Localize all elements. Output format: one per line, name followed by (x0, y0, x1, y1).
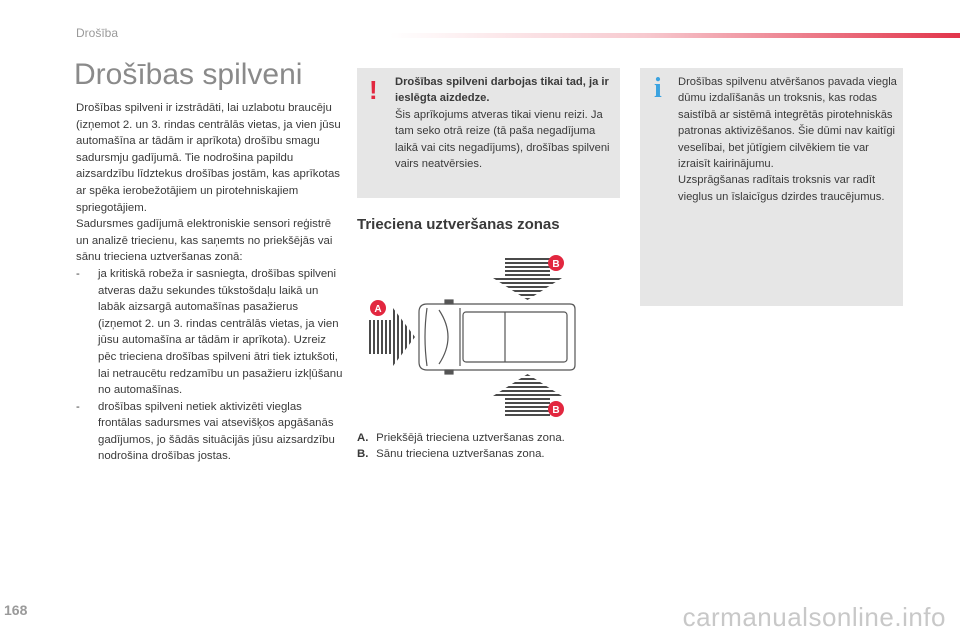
legend-item (357, 430, 565, 446)
warning-body-text: Šis aprīkojums atveras tikai vienu reizi. Ja tam seko otrā reize (tā paša negadījuma laikā vai cits negadījums), drošības spilveni vairs neatvērsies. (395, 108, 610, 171)
legend-key: A. (357, 432, 369, 444)
intro-paragraph-1: Drošības spilveni ir izstrādāti, lai uzlabotu braucēju (izņemot 2. un 3. rindas centrālās vietas, ja vien jūsu automašīna ar tādām ir aprīkota) drošību smagu sadursmju gadījumā. Tie nodrošina papildu aizsardzību līdztekus drošības jostām, kas aprīkotas ar spēka ierobežotājiem un pirotehniskajiem spriegotājiem. (76, 102, 341, 214)
zone-b-badge-bottom (548, 401, 564, 417)
info-icon: i (654, 73, 662, 104)
zone-b-label-bottom: B (552, 405, 560, 416)
warning-bold-text: Drošības spilveni darbojas tikai tad, ja ir ieslēgta aizdedze. (395, 76, 609, 105)
impact-zones-legend (357, 430, 565, 463)
legend-key: B. (357, 448, 369, 461)
impact-zones-diagram (365, 250, 585, 430)
info-text-1: Drošības spilvenu atvēršanos pavada viegla dūmu izdalīšanās un troksnis, kas rodas saistībā ar sistēmā integrētās pirotehniskās patronas aktivizēšanos. Šie dūmi nav kaitīgi veselībai, bet jūtīgiem cilvēkiem tie var izraisīt kairinājumu. (678, 76, 897, 171)
legend-text: Priekšējā trieciena uztveršanas zona. (376, 432, 565, 444)
header-section-title: Drošība (76, 26, 119, 40)
list-dash: - (76, 400, 80, 413)
info-box (640, 68, 903, 306)
watermark: carmanualsonline.info (682, 602, 946, 632)
list-item-text: drošības spilveni netiek aktivizēti vieglas frontālas sadursmes vai atsevišķos apgāšanās gadījumos, jo šādās situācijās jūsu aizsardzību nodrošina drošības jostas. (98, 400, 335, 463)
intro-paragraph-2: Sadursmes gadījumā elektroniskie sensori reģistrē un analizē triecienu, kas saņemts no priekšējās vai sānu trieciena uztveršanas zonā: (76, 218, 333, 264)
warning-box (357, 68, 620, 198)
warning-icon: ! (369, 75, 378, 105)
list-dash: - (76, 267, 80, 280)
info-text (678, 74, 900, 205)
info-text-2: Uzsprāgšanas radītais troksnis var radīt vieglus un īslaicīgus dzirdes traucējumus. (678, 174, 885, 203)
list-item-text: ja kritiskā robeža ir sasniegta, drošības spilveni atveras dažu sekundes tūkstošdaļu laikā un labāk aizsargā automašīnas pasažierus (izņemot 2. un 3. rindas centrālās vietas, ja vien jūsu automašīna ar tādām ir aprīkota). Uzreiz pēc trieciena drošības spilveni ātri tiek iztukšoti, lai netraucētu redzamību un pasažieru izkļūšanu no automašīnas. (98, 267, 343, 397)
vehicle-top-view (419, 300, 575, 374)
zone-b-badge-top (548, 255, 564, 271)
zone-a-badge (370, 300, 386, 316)
intro-list-item (76, 399, 344, 465)
front-impact-arrow (369, 308, 415, 366)
legend-text: Sānu trieciena uztveršanas zona. (376, 448, 545, 461)
page-title: Drošības spilveni (74, 58, 303, 91)
intro-column (76, 100, 344, 465)
page-number: 168 (4, 602, 28, 618)
header-accent-bar (390, 33, 960, 38)
zone-b-label-top: B (552, 259, 560, 270)
warning-text (395, 74, 613, 172)
impact-zones-heading: Trieciena uztveršanas zonas (357, 216, 560, 233)
intro-list-item (76, 266, 344, 399)
zone-a-label: A (374, 304, 382, 315)
legend-item (357, 446, 565, 462)
